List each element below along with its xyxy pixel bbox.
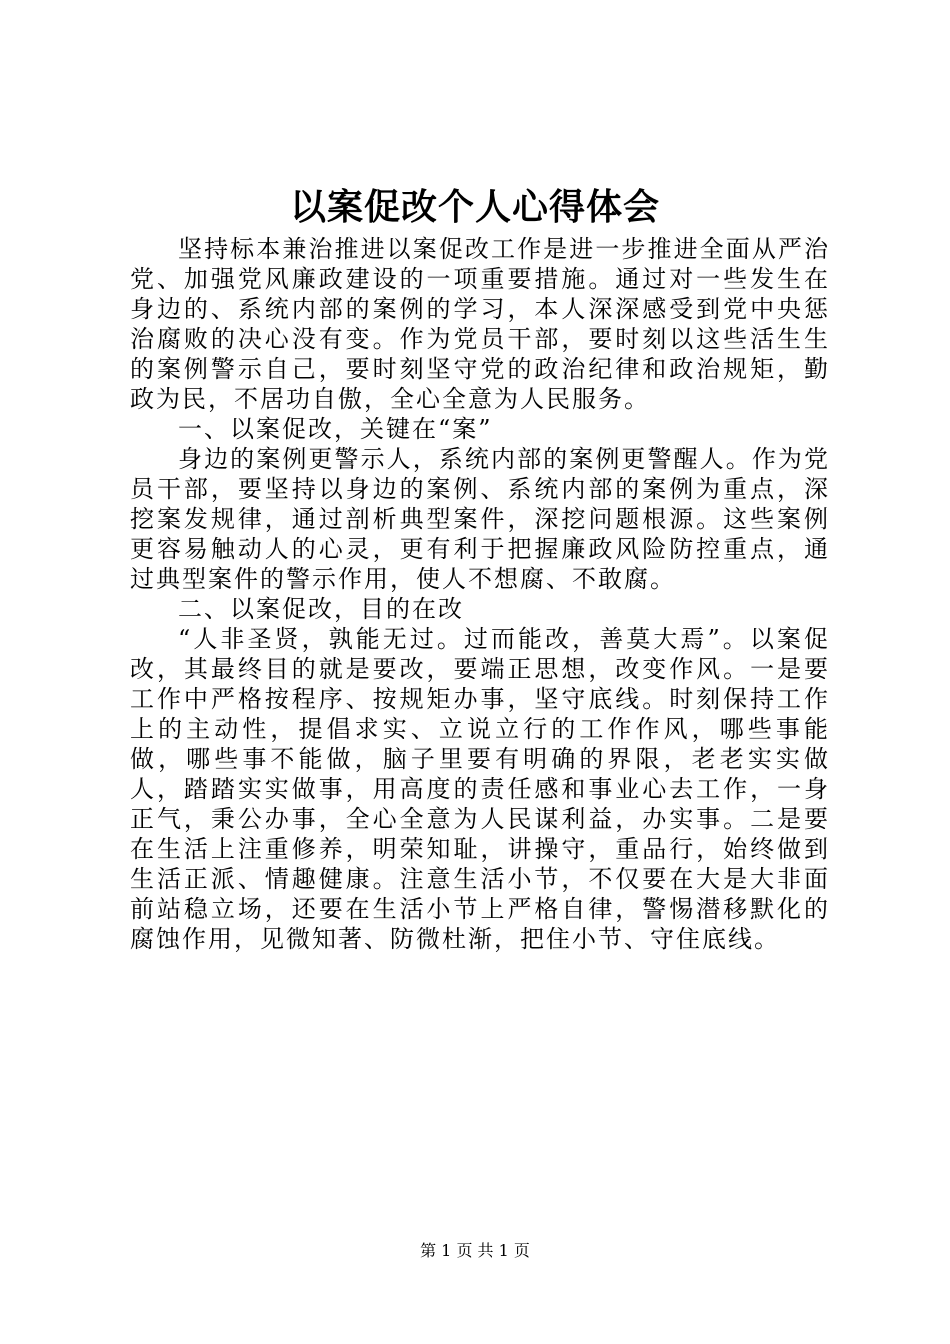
section-heading-1: 一、以案促改，关键在“案” (178, 415, 493, 443)
paragraph-section-1: 身边的案例更警示人，系统内部的案例更警醒人。作为党员干部，要坚持以身边的案例、系统内部的案例为重点，深挖案发规律，通过剖析典型案件，深挖问题根源。这些案例更容易触动人的心灵，更有利于把握廉政风险防控重点，通过典型案件的警示作用，使人不想腐、不敢腐。 (130, 445, 830, 593)
document-title: 以案促改个人心得体会 (289, 187, 660, 228)
section-heading-2: 二、以案促改，目的在改 (178, 595, 464, 623)
document-body (130, 234, 830, 954)
page-number-footer: 第 1 页 共 1 页 (420, 1241, 530, 1260)
paragraph-intro: 坚持标本兼治推进以案促改工作是进一步推进全面从严治党、加强党风廉政建设的一项重要措施。通过对一些发生在身边的、系统内部的案例的学习，本人深深感受到党中央惩治腐败的决心没有变。作为党员干部，要时刻以这些活生生的案例警示自己，要时刻坚守党的政治纪律和政治规矩，勤政为民，不居功自傲，全心全意为人民服务。 (130, 235, 830, 413)
paragraph-section-2: “人非圣贤，孰能无过。过而能改，善莫大焉”。以案促改，其最终目的就是要改，要端正思想，改变作风。一是要工作中严格按程序、按规矩办事，坚守底线。时刻保持工作上的主动性，提倡求实、立说立行的工作作风，哪些事能做，哪些事不能做，脑子里要有明确的界限，老老实实做人，踏踏实实做事，用高度的责任感和事业心去工作，一身正气，秉公办事，全心全意为人民谋利益，办实事。二是要在生活上注重修养，明荣知耻，讲操守，重品行，始终做到生活正派、情趣健康。注意生活小节，不仅要在大是大非面前站稳立场，还要在生活小节上严格自律，警惕潜移默化的腐蚀作用，见微知著、防微杜渐，把住小节、守住底线。 (130, 625, 830, 953)
